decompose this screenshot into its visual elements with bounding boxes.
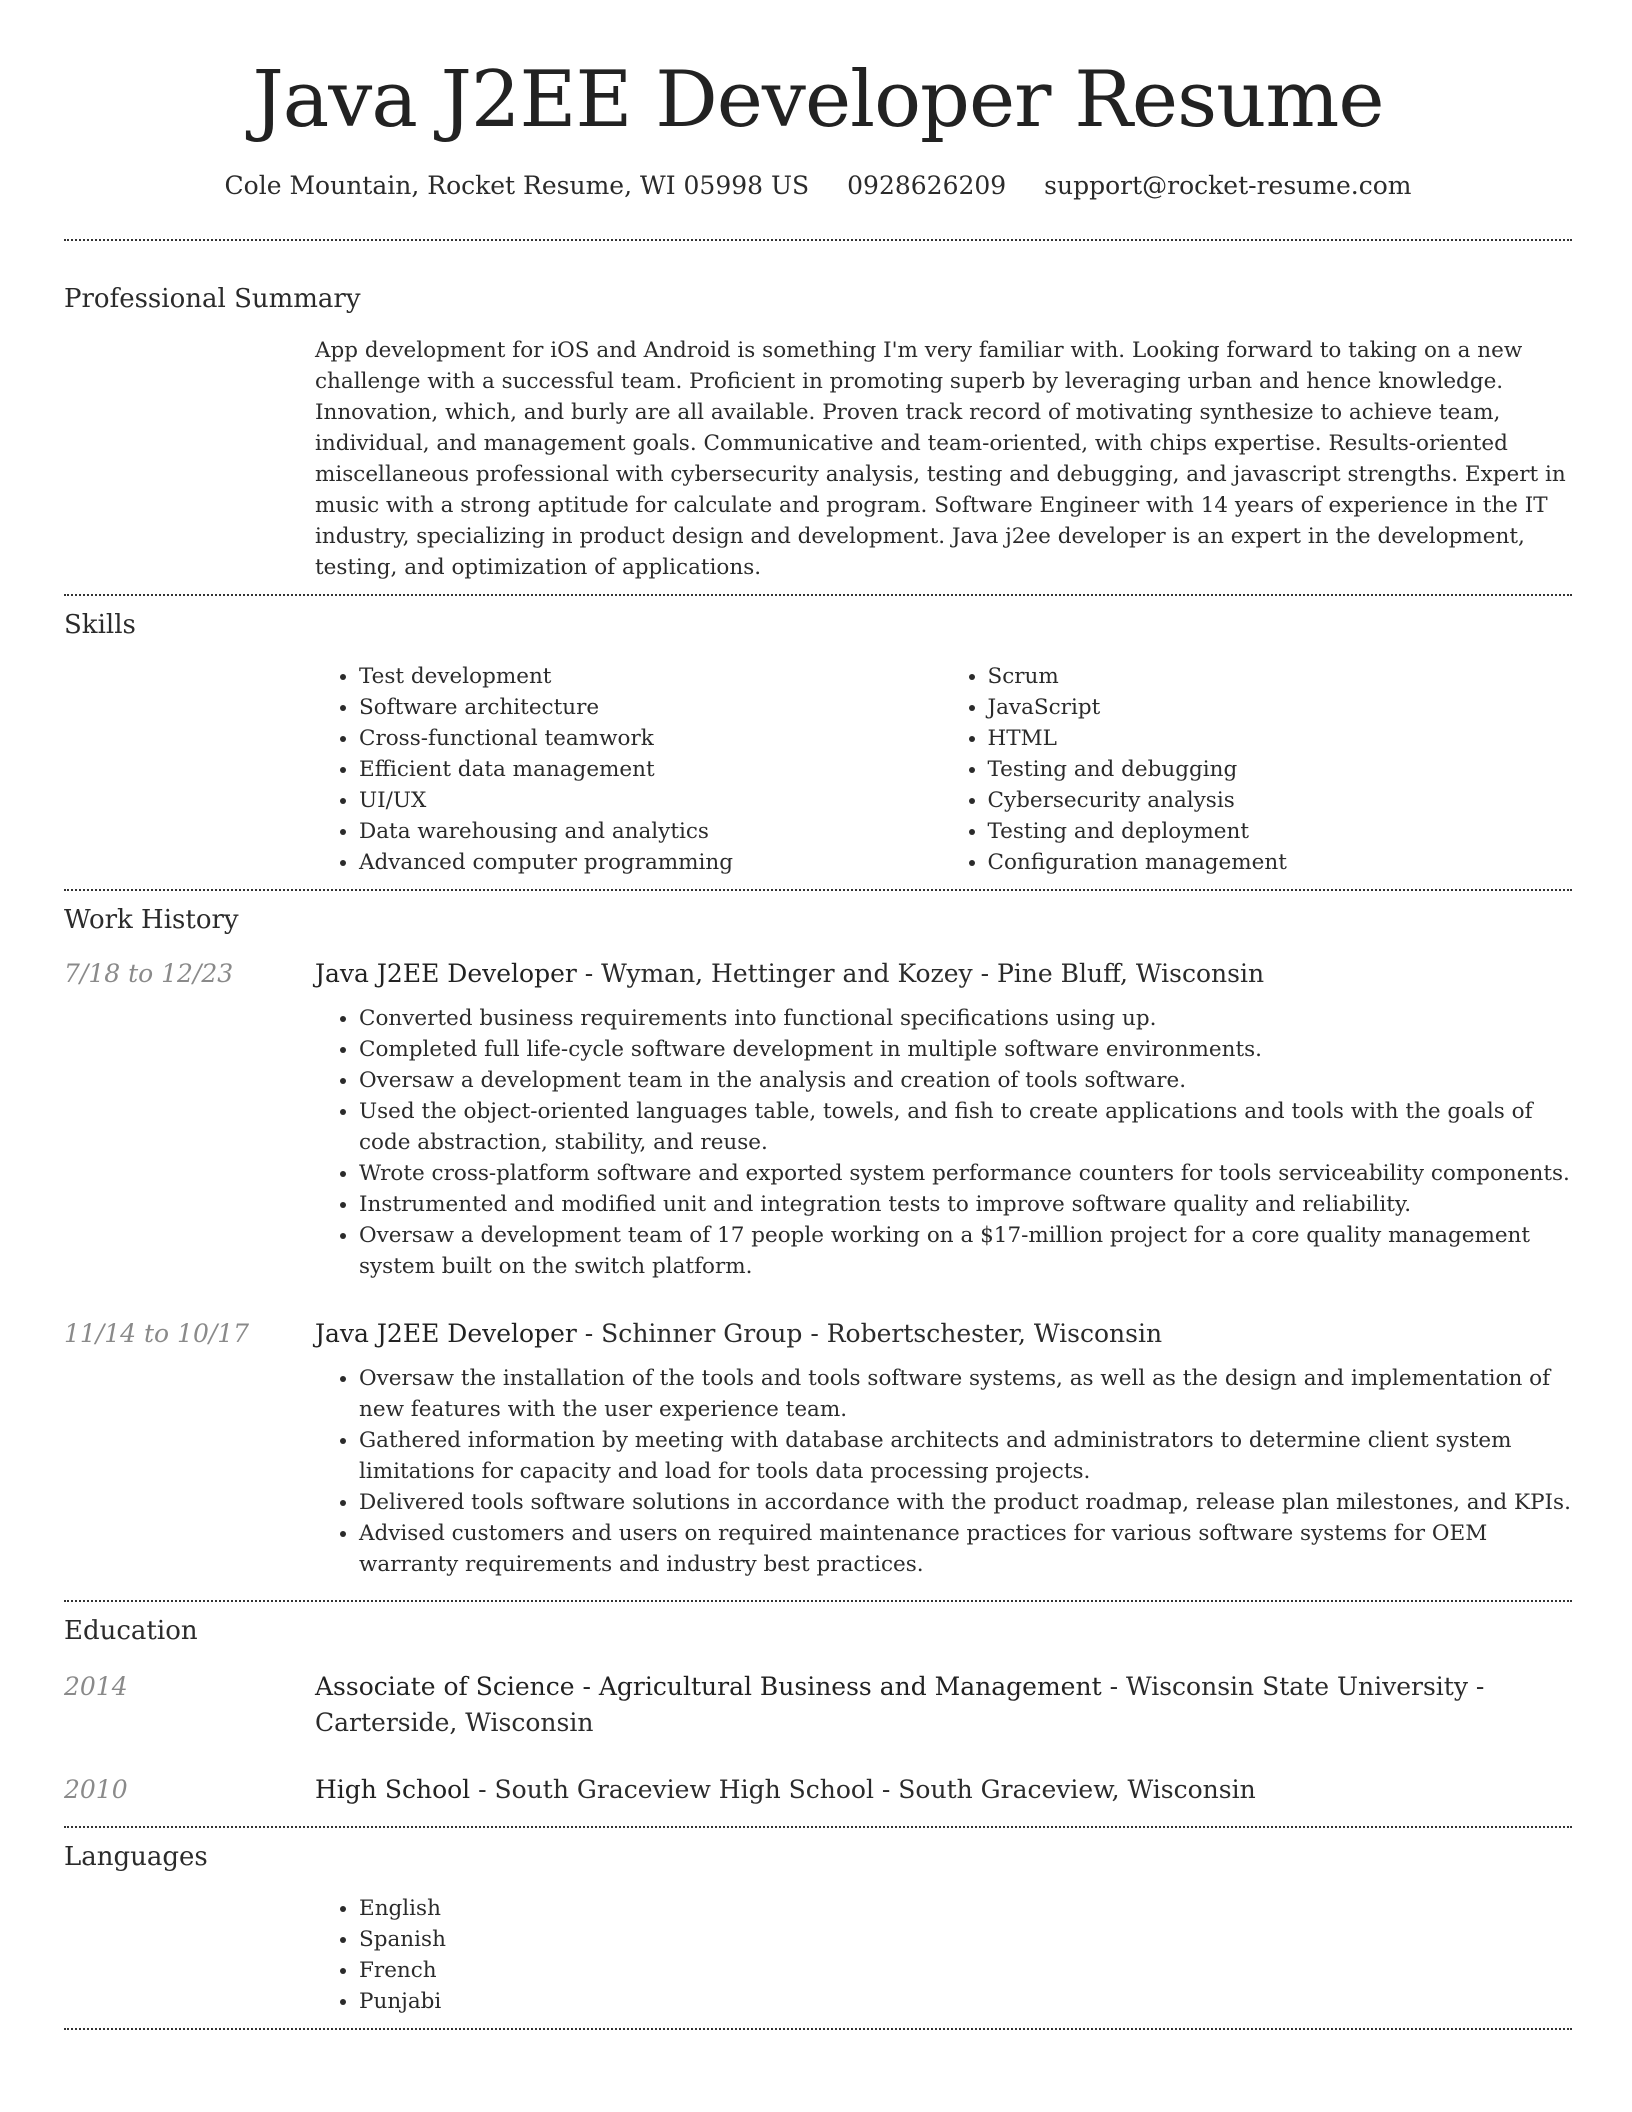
- job-bullet: • Oversaw a development team in the analysis and creation of tools software.: [359, 1065, 1572, 1096]
- summary-section: [64, 281, 1572, 583]
- section-heading-education: Education: [64, 1616, 198, 1646]
- contact-line: [64, 168, 1572, 204]
- divider: [64, 239, 1572, 241]
- section-heading-skills: Skills: [64, 610, 136, 640]
- language-item: • French: [359, 1955, 1572, 1986]
- job-bullet: • Oversaw the installation of the tools and tools software systems, as well as the design and implementation of new features with the user experience team.: [359, 1363, 1572, 1425]
- language-item: • Punjabi: [359, 1986, 1572, 2017]
- skill-item: • HTML: [988, 723, 1573, 754]
- job-entry: [64, 956, 1572, 1282]
- skills-content: [315, 661, 1572, 878]
- education-school: - South Graceview High School - South Graceview, Wisconsin: [470, 1775, 1256, 1804]
- skill-item: • Testing and deployment: [988, 816, 1573, 847]
- resume-title: Java J2EE Developer Resume: [252, 55, 1384, 145]
- job-bullets: [315, 1363, 1572, 1580]
- job-bullet: • Converted business requirements into functional specifications using up.: [359, 1003, 1572, 1034]
- education-degree: High School: [315, 1775, 471, 1804]
- job-bullet: • Oversaw a development team of 17 people working on a $17-million project for a core quality management system built on the switch platform.: [359, 1220, 1572, 1282]
- education-section: [64, 1613, 1572, 1808]
- education-entry: [64, 1669, 1572, 1741]
- education-heading: [315, 1772, 1256, 1808]
- skill-item: • Software architecture: [359, 692, 944, 723]
- language-item: • English: [359, 1893, 1572, 1924]
- contact-email: support@rocket-resume.com: [1044, 171, 1412, 200]
- work-section: [64, 902, 1572, 1580]
- skill-item: • Testing and debugging: [988, 754, 1573, 785]
- languages-content: [315, 1893, 1572, 2017]
- languages-list: [315, 1893, 1572, 2017]
- divider: [64, 1600, 1572, 1602]
- job-bullets: [315, 1003, 1572, 1282]
- skill-item: • Scrum: [988, 661, 1573, 692]
- contact-address: Cole Mountain, Rocket Resume, WI 05998 US: [224, 171, 810, 200]
- skills-list-left: [315, 661, 944, 878]
- summary-content: [315, 335, 1572, 583]
- job-employer: - Schinner Group - Robertschester, Wisconsin: [576, 1319, 1163, 1348]
- skill-item: • Cybersecurity analysis: [988, 785, 1573, 816]
- education-school: - Wisconsin State University - Carterside, Wisconsin: [315, 1672, 1485, 1737]
- education-year: 2014: [64, 1672, 128, 1701]
- job-heading: [315, 956, 1264, 992]
- language-item: • Spanish: [359, 1924, 1572, 1955]
- job-bullet: • Gathered information by meeting with database architects and administrators to determine client system limitations for capacity and load for tools data processing projects.: [359, 1425, 1572, 1487]
- skill-item: • Advanced computer programming: [359, 847, 944, 878]
- skill-item: • Efficient data management: [359, 754, 944, 785]
- job-bullet: • Used the object-oriented languages table, towels, and fish to create applications and tools with the goals of code abstraction, stability, and reuse.: [359, 1096, 1572, 1158]
- skill-item: • JavaScript: [988, 692, 1573, 723]
- skill-item: • Data warehousing and analytics: [359, 816, 944, 847]
- job-dates: 11/14 to 10/17: [64, 1319, 250, 1348]
- divider: [64, 1826, 1572, 1828]
- job-entry: [64, 1316, 1572, 1580]
- divider: [64, 594, 1572, 596]
- education-heading: [315, 1669, 1572, 1741]
- job-role: Java J2EE Developer: [315, 959, 577, 988]
- education-year: 2010: [64, 1775, 128, 1804]
- skill-item: • UI/UX: [359, 785, 944, 816]
- section-heading-work: Work History: [64, 905, 239, 935]
- summary-text: App development for iOS and Android is something I'm very familiar with. Looking forward to taking on a new challenge with a successful team. Proficient in promoting superb by leveraging urban and hence knowledge. Innovation, which, and burly are all available. Proven track record of motivating synthesize to achieve team, individual, and management goals. Communicative and team-oriented, with chips expertise. Results-oriented miscellaneous professional with cybersecurity analysis, testing and debugging, and javascript strengths. Expert in music with a strong aptitude for calculate and program. Software Engineer with 14 years of experience in the IT industry, specializing in product design and development. Java j2ee developer is an expert in the development, testing, and optimization of applications.: [315, 338, 1566, 580]
- job-heading: [315, 1316, 1162, 1352]
- divider: [64, 2028, 1572, 2030]
- divider: [64, 889, 1572, 891]
- job-bullet: • Delivered tools software solutions in accordance with the product roadmap, release plan milestones, and KPIs.: [359, 1487, 1572, 1518]
- contact-phone: 0928626209: [847, 171, 1007, 200]
- resume-page: [64, 0, 1572, 2030]
- section-heading-summary: Professional Summary: [64, 284, 361, 314]
- education-entry: [64, 1772, 1572, 1808]
- job-bullet: • Instrumented and modified unit and integration tests to improve software quality and reliability.: [359, 1189, 1572, 1220]
- skills-section: [64, 607, 1572, 878]
- skill-item: • Configuration management: [988, 847, 1573, 878]
- job-employer: - Wyman, Hettinger and Kozey - Pine Bluff, Wisconsin: [576, 959, 1265, 988]
- job-role: Java J2EE Developer: [315, 1319, 577, 1348]
- skill-item: • Test development: [359, 661, 944, 692]
- skills-list-right: [944, 661, 1573, 878]
- languages-section: [64, 1839, 1572, 2017]
- job-bullet: • Completed full life-cycle software development in multiple software environments.: [359, 1034, 1572, 1065]
- job-bullet: • Advised customers and users on required maintenance practices for various software systems for OEM warranty requirements and industry best practices.: [359, 1518, 1572, 1580]
- skill-item: • Cross-functional teamwork: [359, 723, 944, 754]
- job-dates: 7/18 to 12/23: [64, 959, 234, 988]
- job-bullet: • Wrote cross-platform software and exported system performance counters for tools serviceability components.: [359, 1158, 1572, 1189]
- section-heading-languages: Languages: [64, 1842, 208, 1872]
- education-degree: Associate of Science - Agricultural Business and Management: [315, 1672, 1102, 1701]
